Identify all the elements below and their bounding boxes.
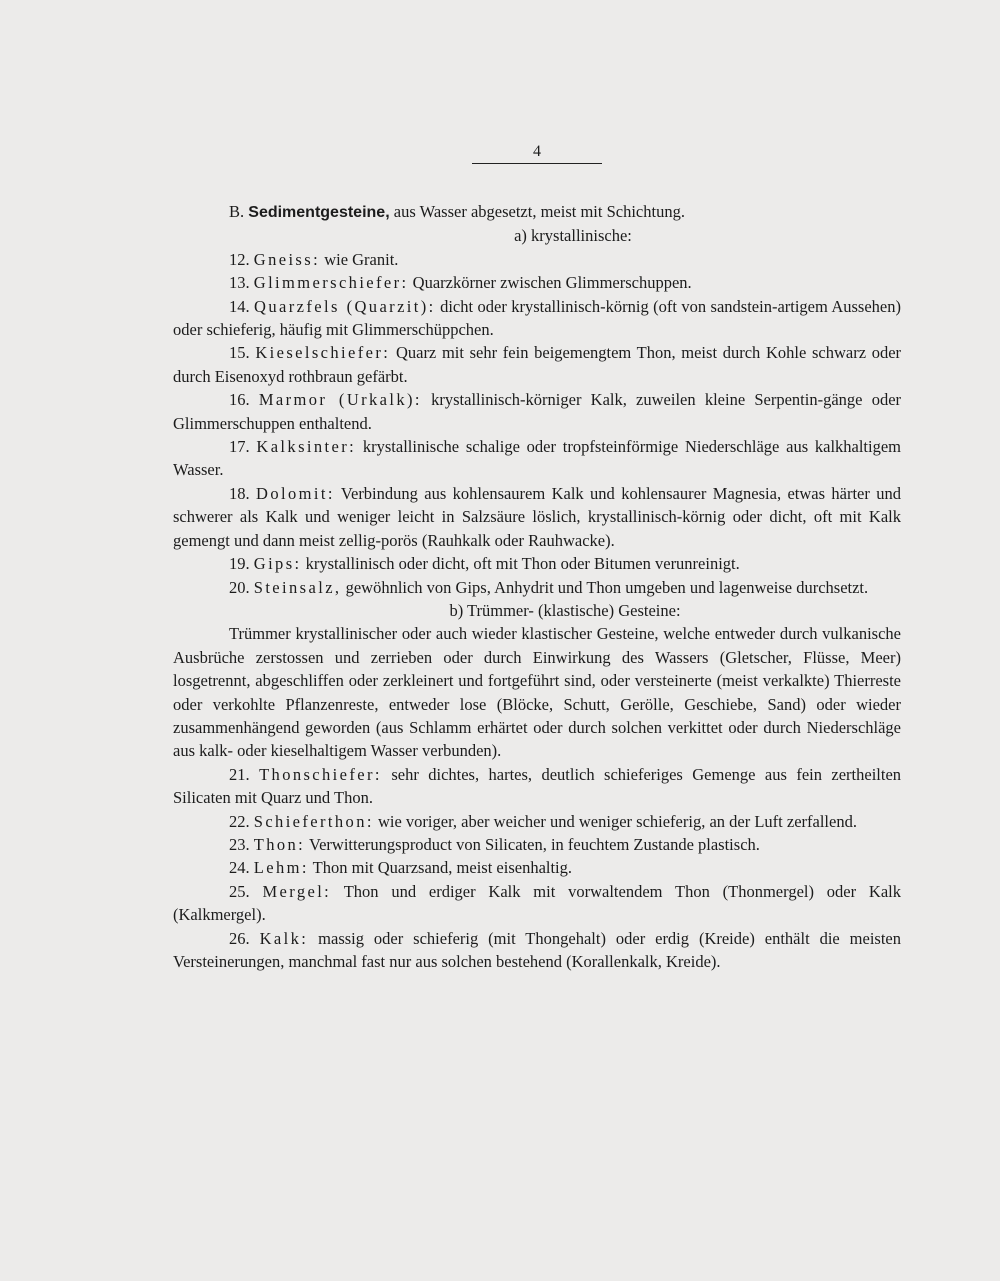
entry-text: krystallinisch-körniger Kalk, zuweilen kleine Serpentin-gänge oder Glimmerschuppen enthaltend. xyxy=(173,390,902,433)
entry-12 xyxy=(173,248,901,271)
entry-number: 24. xyxy=(229,858,250,878)
entry-25 xyxy=(173,880,901,927)
entry-text: Thon und erdiger Kalk mit vorwaltendem Thon (Thonmergel) oder Kalk (Kalkmergel). xyxy=(173,881,901,925)
entry-20 xyxy=(173,576,901,599)
entry-term: Kieselschiefer: xyxy=(255,343,391,363)
entry-16 xyxy=(173,388,901,435)
page-header xyxy=(472,143,602,164)
page-number-rule xyxy=(472,163,602,164)
entry-text: Verwitterungsproduct von Silicaten, in feuchtem Zustande plastisch. xyxy=(309,834,760,854)
entry-14 xyxy=(173,295,901,342)
entry-number: 16. xyxy=(229,390,250,410)
entry-number: 25. xyxy=(229,881,250,901)
entry-number: 13. xyxy=(229,273,250,293)
entry-text: dicht oder krystallinisch-körnig (oft von sandstein-artigem Aussehen) oder schieferig, häufig mit Glimmerschüppchen. xyxy=(173,296,901,340)
entry-term: Mergel: xyxy=(262,881,332,901)
entry-term: Thon: xyxy=(253,834,306,854)
section-text: aus Wasser abgesetzt, meist mit Schichtung. xyxy=(393,202,685,221)
section-heading xyxy=(173,200,901,224)
subheading-b: b) Trümmer- (klastische) Gesteine: xyxy=(449,600,681,620)
entry-26 xyxy=(173,927,901,974)
entry-21 xyxy=(173,763,901,810)
entry-term: Marmor (Urkalk): xyxy=(258,390,422,410)
entry-term: Kalk: xyxy=(259,928,309,948)
entry-19 xyxy=(173,552,901,575)
entry-term: Quarzfels (Quarzit): xyxy=(254,296,436,316)
entry-term: Lehm: xyxy=(253,858,309,878)
entry-24 xyxy=(173,856,901,879)
entry-number: 18. xyxy=(229,483,250,503)
entry-text: sehr dichtes, hartes, deutlich schieferiges Gemenge aus fein zertheilten Silicaten mit Quarz und Thon. xyxy=(173,764,902,808)
entry-15 xyxy=(173,341,901,388)
entry-term: Dolomit: xyxy=(256,483,335,503)
entry-text: wie voriger, aber weicher und weniger schieferig, an der Luft zerfallend. xyxy=(377,811,857,831)
entry-23 xyxy=(173,833,901,856)
document-body xyxy=(173,200,901,973)
entry-text: Thon mit Quarzsand, meist eisenhaltig. xyxy=(312,858,573,878)
page-number: 4 xyxy=(533,143,541,160)
subheading-a: a) krystallinische: xyxy=(514,226,632,246)
entry-term: Glimmerschiefer: xyxy=(253,273,409,293)
entry-number: 26. xyxy=(229,928,250,948)
entry-term: Kalksinter: xyxy=(256,437,357,457)
entry-term: Steinsalz, xyxy=(253,577,342,597)
entry-number: 19. xyxy=(229,554,250,574)
entry-number: 12. xyxy=(229,249,250,269)
entry-text: Quarz mit sehr fein beigemengtem Thon, meist durch Kohle schwarz oder durch Eisenoxyd rothbraun gefärbt. xyxy=(173,343,902,386)
entry-term: Gips: xyxy=(253,554,302,574)
entry-text: krystallinische schalige oder tropfsteinförmige Niederschläge aus kalkhaltigem Wasser. xyxy=(173,437,902,480)
section-title: Sedimentgesteine, xyxy=(248,204,390,221)
entry-term: Thonschiefer: xyxy=(259,764,382,784)
entry-number: 20. xyxy=(229,577,250,597)
entry-text: wie Granit. xyxy=(324,249,399,269)
entry-text: gewöhnlich von Gips, Anhydrit und Thon umgeben und lagenweise durchsetzt. xyxy=(345,577,869,597)
entry-term: Schieferthon: xyxy=(253,811,374,831)
entry-number: 15. xyxy=(229,343,250,363)
entry-number: 14. xyxy=(229,296,250,316)
section-letter: B. xyxy=(229,202,245,221)
entry-17 xyxy=(173,435,901,482)
entry-number: 17. xyxy=(229,437,250,457)
entry-number: 23. xyxy=(229,834,250,854)
entry-18 xyxy=(173,482,901,552)
entry-text: massig oder schieferig (mit Thongehalt) oder erdig (Kreide) enthält die meisten Versteinerungen, manchmal fast nur aus solchen bestehend (Korallenkalk, Kreide). xyxy=(173,928,902,971)
entry-number: 22. xyxy=(229,811,250,831)
entry-term: Gneiss: xyxy=(253,249,321,269)
entry-number: 21. xyxy=(229,764,250,784)
intro-b: Trümmer krystallinischer oder auch wieder klastischer Gesteine, welche entweder durch vulkanische Ausbrüche zerstossen und zerrieben oder durch Einwirkung des Wassers (Gletscher, Flüsse, Meer) losgetrennt, abgeschliffen oder zerkleinert und fortgeführt sind, oder versteinerte (meist verkalkte) Thierreste oder verkohlte Pflanzenreste, entweder lose (Blöcke, Schutt, Gerölle, Geschiebe, Sand) oder wieder zusammenhängend geworden (aus Schlamm erhärtet oder durch solchen verkittet oder durch Niederschläge aus kalk- oder kieselhaltigem Wasser verbunden). xyxy=(173,624,901,761)
entries-a-list xyxy=(173,248,901,599)
entry-22 xyxy=(173,810,901,833)
entry-text: krystallinisch oder dicht, oft mit Thon oder Bitumen verunreinigt. xyxy=(305,554,740,574)
entry-13 xyxy=(173,271,901,294)
entries-b-list xyxy=(173,763,901,974)
entry-text: Verbindung aus kohlensaurem Kalk und kohlensaurer Magnesia, etwas härter und schwerer als Kalk und weniger leicht in Salzsäure löslich, krystallinisch-körnig oder dicht, oft mit Kalk gemengt und dann meist zellig-porös (Rauhkalk oder Rauhwacke). xyxy=(173,483,902,550)
entry-text: Quarzkörner zwischen Glimmerschuppen. xyxy=(412,273,692,293)
